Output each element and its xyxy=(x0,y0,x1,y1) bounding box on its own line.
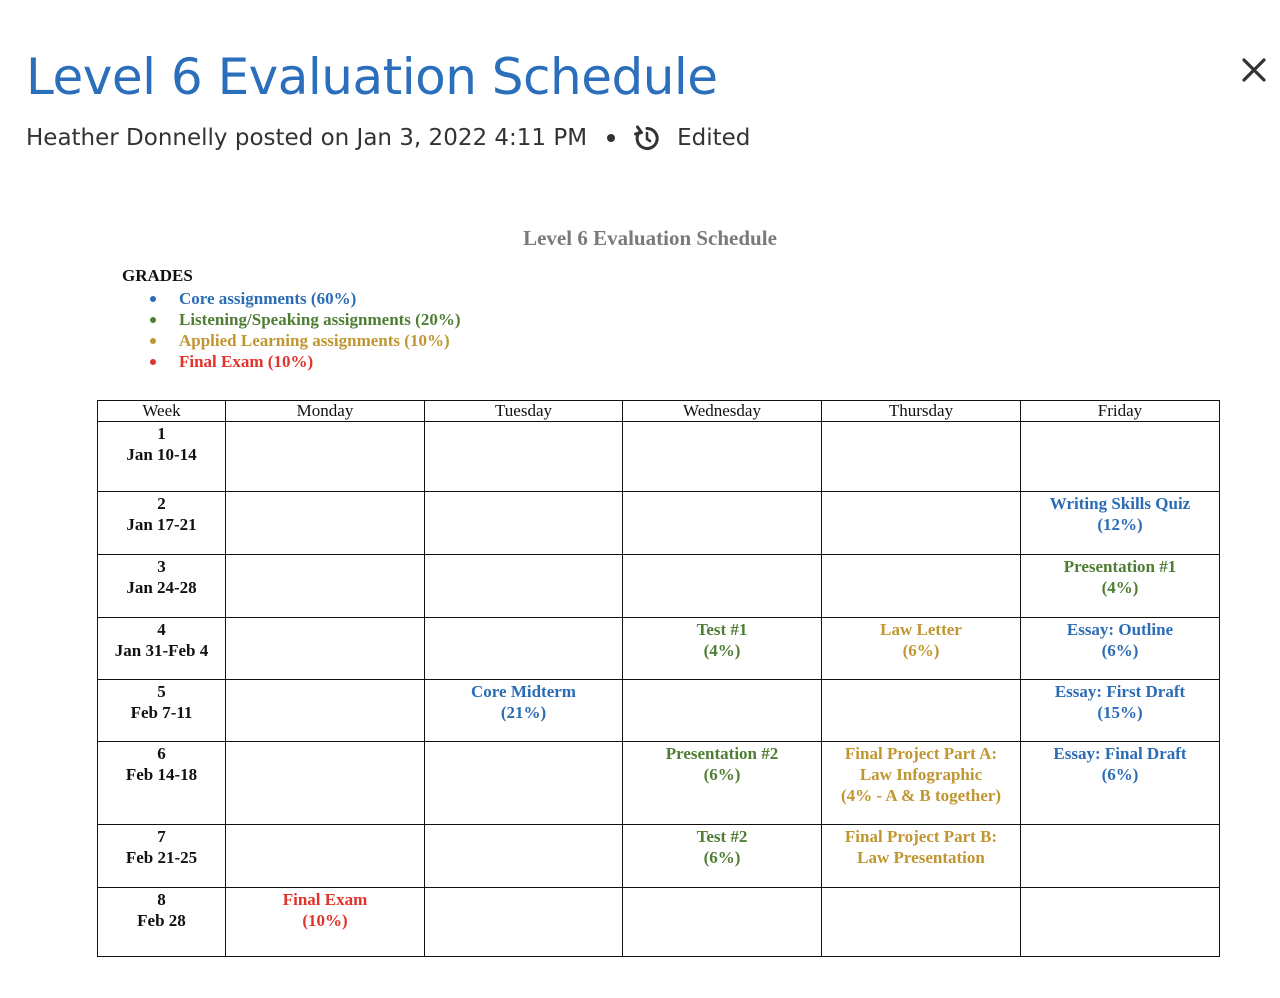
grade-item-listening xyxy=(150,309,461,330)
close-icon xyxy=(1236,52,1272,88)
edit-history-icon[interactable] xyxy=(631,122,663,154)
week-number: 8 xyxy=(157,890,166,909)
assessment-title: Presentation #2 xyxy=(665,744,779,763)
table-row xyxy=(98,422,1220,492)
schedule-cell xyxy=(623,555,822,618)
assessment-weight: (4%) xyxy=(1101,578,1139,597)
table-row xyxy=(98,618,1220,680)
week-number: 3 xyxy=(157,557,166,576)
schedule-cell xyxy=(623,742,822,825)
schedule-table xyxy=(97,400,1220,957)
week-dates: Feb 14-18 xyxy=(125,765,198,784)
schedule-cell xyxy=(623,618,822,680)
week-number: 7 xyxy=(157,827,166,846)
schedule-cell xyxy=(226,618,425,680)
schedule-cell xyxy=(822,825,1021,888)
grade-item-applied xyxy=(150,330,461,351)
week-cell xyxy=(98,618,226,680)
schedule-cell xyxy=(1021,618,1220,680)
assessment-weight: (6%) xyxy=(703,848,741,867)
column-header-tuesday: Tuesday xyxy=(425,401,623,422)
table-row xyxy=(98,680,1220,742)
column-header-monday: Monday xyxy=(226,401,425,422)
schedule-cell xyxy=(226,742,425,825)
week-number: 1 xyxy=(157,424,166,443)
separator-dot xyxy=(607,134,615,142)
schedule-cell xyxy=(1021,492,1220,555)
week-cell xyxy=(98,492,226,555)
assessment-weight: Law Presentation xyxy=(857,848,985,867)
week-dates: Jan 17-21 xyxy=(126,515,197,534)
schedule-cell xyxy=(1021,680,1220,742)
schedule-cell xyxy=(822,888,1021,957)
week-cell xyxy=(98,680,226,742)
schedule-cell xyxy=(425,742,623,825)
posted-by-text: Heather Donnelly posted on Jan 3, 2022 4:11 PM xyxy=(26,125,588,151)
assessment-title: Final Project Part A: xyxy=(844,744,998,763)
bullet-icon xyxy=(150,317,156,323)
grade-label: Applied Learning assignments (10%) xyxy=(179,331,450,350)
assessment-title: Test #2 xyxy=(696,827,748,846)
week-dates: Jan 10-14 xyxy=(126,445,197,464)
table-row xyxy=(98,825,1220,888)
bullet-icon xyxy=(150,359,156,365)
assessment-detail: Law Infographic xyxy=(859,765,983,784)
schedule-cell xyxy=(822,680,1021,742)
table-row xyxy=(98,492,1220,555)
schedule-cell xyxy=(822,422,1021,492)
schedule-cell xyxy=(623,680,822,742)
assessment-title: Presentation #1 xyxy=(1063,557,1177,576)
column-header-friday: Friday xyxy=(1021,401,1220,422)
assessment-title: Essay: Outline xyxy=(1066,620,1174,639)
schedule-cell xyxy=(623,888,822,957)
schedule-cell xyxy=(1021,825,1220,888)
week-dates: Feb 7-11 xyxy=(130,703,193,722)
assessment-title: Law Letter xyxy=(880,620,962,639)
bullet-icon xyxy=(150,338,156,344)
assessment-weight: (4%) xyxy=(703,641,741,660)
assessment-weight: (6%) xyxy=(1101,765,1139,784)
assessment-title: Core Midterm xyxy=(471,682,576,701)
schedule-cell xyxy=(425,555,623,618)
week-number: 5 xyxy=(157,682,166,701)
assessment-title: Writing Skills Quiz xyxy=(1049,494,1191,513)
schedule-cell xyxy=(226,492,425,555)
assessment-title: Final Project Part B: xyxy=(844,827,998,846)
bullet-icon xyxy=(150,296,156,302)
schedule-cell xyxy=(623,492,822,555)
document-title: Level 6 Evaluation Schedule xyxy=(523,226,777,250)
schedule-cell xyxy=(425,422,623,492)
schedule-cell xyxy=(623,825,822,888)
grade-item-core xyxy=(150,288,461,309)
assessment-weight: (6%) xyxy=(703,765,741,784)
column-header-week: Week xyxy=(98,401,226,422)
schedule-cell xyxy=(425,618,623,680)
week-cell xyxy=(98,742,226,825)
assessment-weight: (15%) xyxy=(1097,703,1143,722)
week-dates: Jan 24-28 xyxy=(126,578,197,597)
week-number: 6 xyxy=(157,744,166,763)
grade-label: Core assignments (60%) xyxy=(179,289,357,308)
schedule-cell xyxy=(425,888,623,957)
grades-list xyxy=(150,288,461,372)
week-cell xyxy=(98,825,226,888)
schedule-cell xyxy=(1021,888,1220,957)
schedule-cell xyxy=(822,492,1021,555)
schedule-cell xyxy=(226,680,425,742)
schedule-cell xyxy=(226,422,425,492)
week-cell xyxy=(98,888,226,957)
schedule-cell xyxy=(822,555,1021,618)
week-number: 4 xyxy=(157,620,166,639)
table-header-row xyxy=(98,401,1220,422)
assessment-title: Essay: First Draft xyxy=(1054,682,1186,701)
page-title: Level 6 Evaluation Schedule xyxy=(26,48,718,106)
week-cell xyxy=(98,555,226,618)
assessment-weight: (10%) xyxy=(302,911,348,930)
week-dates: Feb 28 xyxy=(137,911,186,930)
schedule-cell xyxy=(226,888,425,957)
assessment-weight: (6%) xyxy=(1101,641,1139,660)
grade-label: Listening/Speaking assignments (20%) xyxy=(179,310,461,329)
assessment-weight: (12%) xyxy=(1097,515,1143,534)
assessment-title: Essay: Final Draft xyxy=(1053,744,1187,763)
schedule-cell xyxy=(822,618,1021,680)
column-header-wednesday: Wednesday xyxy=(623,401,822,422)
week-cell xyxy=(98,422,226,492)
schedule-cell xyxy=(226,825,425,888)
grade-label: Final Exam (10%) xyxy=(179,352,314,371)
schedule-cell xyxy=(1021,742,1220,825)
close-button[interactable] xyxy=(1236,52,1272,88)
schedule-cell xyxy=(1021,422,1220,492)
assessment-weight: (6%) xyxy=(902,641,940,660)
table-row xyxy=(98,888,1220,957)
assessment-title: Test #1 xyxy=(696,620,748,639)
schedule-cell xyxy=(226,555,425,618)
week-dates: Feb 21-25 xyxy=(125,848,198,867)
edited-label[interactable]: Edited xyxy=(677,125,751,151)
grades-heading: GRADES xyxy=(122,266,193,285)
post-meta xyxy=(26,116,750,160)
column-header-thursday: Thursday xyxy=(822,401,1021,422)
assessment-detail: (4% - A & B together) xyxy=(840,786,1002,805)
schedule-cell xyxy=(623,422,822,492)
week-number: 2 xyxy=(157,494,166,513)
grade-item-final xyxy=(150,351,461,372)
schedule-cell xyxy=(425,492,623,555)
table-row xyxy=(98,742,1220,825)
schedule-cell xyxy=(425,825,623,888)
assessment-title: Final Exam xyxy=(282,890,368,909)
assessment-weight: (21%) xyxy=(500,703,547,722)
schedule-cell xyxy=(822,742,1021,825)
week-dates: Jan 31-Feb 4 xyxy=(114,641,209,660)
schedule-cell xyxy=(1021,555,1220,618)
schedule-cell xyxy=(425,680,623,742)
table-row xyxy=(98,555,1220,618)
